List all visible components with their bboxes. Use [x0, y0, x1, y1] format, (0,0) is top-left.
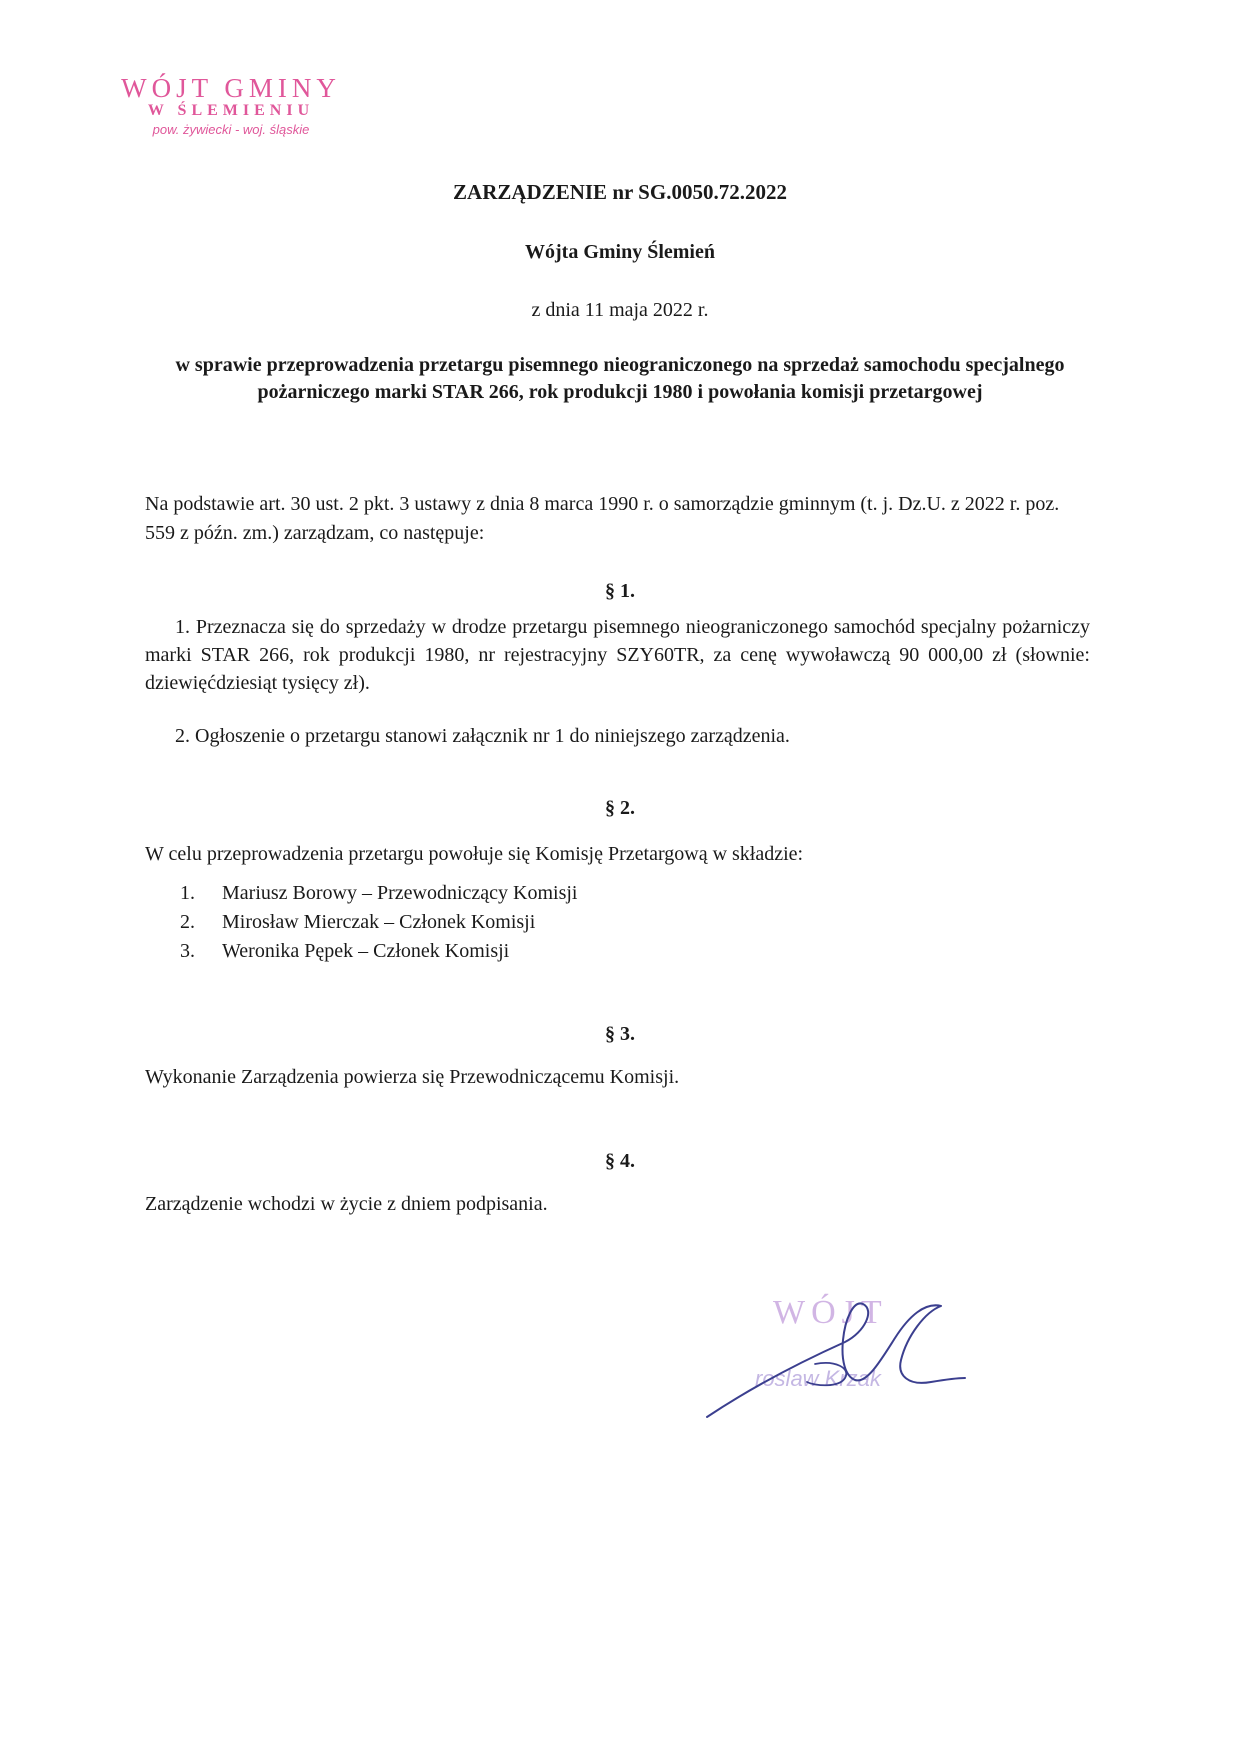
commission-members-list — [180, 879, 577, 966]
document-subject: w sprawie przeprowadzenia przetargu pisemnego nieograniczonego na sprzedaż samochodu specjalnego pożarniczego marki STAR 266, rok produkcji 1980 i powołania komisji przetargowej — [175, 354, 1065, 403]
legal-basis: Na podstawie art. 30 ust. 2 pkt. 3 ustawy z dnia 8 marca 1990 r. o samorządzie gminnym (t. j. Dz.U. z 2022 r. poz. 559 z późn. zm.) zarządzam, co następuje: — [145, 493, 1060, 544]
handwritten-signature — [695, 1290, 975, 1430]
member-1: Mariusz Borowy – Przewodniczący Komisji — [222, 882, 578, 904]
member-2: Mirosław Mierczak – Członek Komisji — [222, 911, 536, 933]
section-3-text: Wykonanie Zarządzenia powierza się Przewodniczącemu Komisji. — [145, 1066, 680, 1088]
signature-stamp-title: WÓJT — [773, 1294, 888, 1331]
section-2-intro: W celu przeprowadzenia przetargu powołuje się Komisję Przetargową w składzie: — [145, 843, 804, 865]
list-item-number: 2. — [180, 911, 195, 933]
list-item — [180, 937, 577, 966]
stamp-municipality: W ŚLEMIENIU — [147, 102, 315, 119]
stamp-region: pow. żywiecki - woj. śląskie — [152, 122, 310, 137]
document-issuer: Wójta Gminy Ślemień — [525, 241, 715, 263]
list-item-number: 1. — [180, 882, 195, 904]
section-3-heading: § 3. — [605, 1023, 635, 1045]
member-3: Weronika Pępek – Członek Komisji — [222, 940, 510, 962]
section-1-item-2: 2. Ogłoszenie o przetargu stanowi załącznik nr 1 do niniejszego zarządzenia. — [175, 725, 790, 747]
section-2-heading: § 2. — [605, 797, 635, 819]
signature-stamp-name: roslaw Krzak — [755, 1366, 881, 1391]
list-item-number: 3. — [180, 940, 195, 962]
section-4-heading: § 4. — [605, 1150, 635, 1172]
office-stamp — [96, 74, 366, 139]
list-item — [180, 908, 577, 937]
section-1-heading: § 1. — [605, 580, 635, 602]
section-4-text: Zarządzenie wchodzi w życie z dniem podpisania. — [145, 1193, 548, 1215]
stamp-title: WÓJT GMINY — [121, 73, 341, 103]
section-1-item-1: 1. Przeznacza się do sprzedaży w drodze przetargu pisemnego nieograniczonego samochód specjalny pożarniczy marki STAR 266, rok produkcji 1980, nr rejestracyjny SZY60TR, za cenę wywoławczą 90 000,00 zł (słownie: dziewięćdziesiąt tysięcy zł). — [145, 616, 1090, 694]
signature-block — [695, 1290, 975, 1430]
list-item — [180, 879, 577, 908]
document-date: z dnia 11 maja 2022 r. — [531, 299, 709, 321]
document-title: ZARZĄDZENIE nr SG.0050.72.2022 — [453, 180, 787, 204]
